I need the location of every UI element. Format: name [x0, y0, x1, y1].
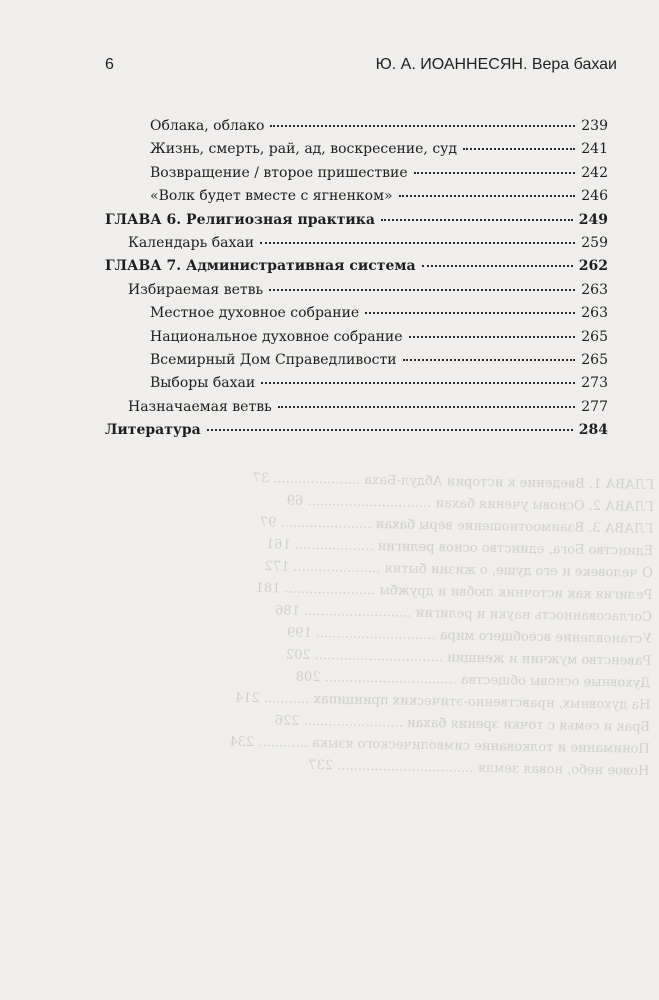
toc-entry-page: 262	[578, 258, 608, 275]
toc-entry-title: «Волк будет вместе с ягненком»	[150, 188, 393, 205]
dot-leader	[403, 359, 576, 361]
dot-leader	[207, 429, 573, 431]
toc-entry-title: Облака, облако	[150, 118, 265, 134]
running-title: Ю. А. ИОАННЕСЯН. Вера бахаи	[375, 56, 617, 73]
toc-entry	[105, 141, 608, 164]
dot-leader	[269, 289, 575, 291]
toc-entry	[105, 282, 608, 305]
toc-entry-page: 241	[581, 141, 608, 158]
toc-entry	[105, 258, 608, 281]
dot-leader	[463, 148, 575, 150]
toc-entry-page: 239	[581, 118, 608, 134]
toc-entry-page: 277	[581, 398, 608, 415]
toc-entry-page: 249	[578, 211, 608, 228]
toc-entry	[105, 165, 608, 188]
toc-entry-page: 284	[578, 422, 608, 439]
toc-entry-page: 265	[581, 351, 608, 368]
table-of-contents	[105, 118, 608, 445]
toc-entry	[105, 329, 608, 352]
toc-entry-title: Национальное духовное собрание	[150, 328, 403, 345]
toc-entry-title: Назначаемая ветвь	[128, 398, 272, 415]
dot-leader	[381, 219, 573, 221]
toc-entry-page: 259	[581, 234, 608, 251]
page-number: 6	[105, 56, 114, 73]
toc-entry	[105, 375, 608, 398]
dot-leader	[399, 195, 576, 197]
toc-entry-title: Календарь бахаи	[128, 234, 255, 251]
toc-entry	[105, 235, 608, 258]
toc-entry-title: Возвращение / второе пришествие	[150, 164, 408, 181]
dot-leader	[365, 312, 575, 314]
toc-entry	[105, 188, 608, 211]
dot-leader	[260, 242, 575, 244]
dot-leader	[278, 406, 576, 408]
toc-entry	[105, 352, 608, 375]
dot-leader	[409, 336, 576, 338]
toc-entry	[105, 399, 608, 422]
toc-entry-title: Литература	[105, 422, 201, 439]
toc-entry-title: Избираемая ветвь	[128, 281, 264, 298]
toc-entry-title: ГЛАВА 6. Религиозная практика	[105, 211, 375, 228]
dot-leader	[261, 382, 575, 384]
toc-entry-page: 263	[581, 281, 608, 298]
toc-entry-title: Всемирный Дом Справедливости	[150, 351, 397, 368]
toc-entry-title: ГЛАВА 7. Административная система	[105, 258, 416, 275]
toc-entry-title: Местное духовное собрание	[150, 305, 360, 322]
toc-entry	[105, 305, 608, 328]
toc-entry-title: Жизнь, смерть, рай, ад, воскресение, суд	[150, 141, 458, 158]
toc-entry-page: 242	[581, 164, 608, 181]
toc-entry	[105, 422, 608, 445]
toc-entry-page: 263	[581, 305, 608, 322]
dot-leader	[270, 125, 575, 127]
page-header	[105, 56, 617, 82]
toc-entry-page: 265	[581, 328, 608, 345]
toc-entry	[105, 118, 608, 141]
toc-entry	[105, 212, 608, 235]
dot-leader	[422, 265, 573, 267]
dot-leader	[414, 172, 576, 174]
bleed-through-texture: ГЛАВА 1. Введение к истории Абдул-Баха ..................... 37 ГЛАВА 2. Основы учения бахаи .............................. 69 ГЛАВА 3. Взаимоотношение веры бахаи ...................... 97 Единство Бога, единство основ религии ................... 161 О человеке и его душе, о жизни бытия ..................... 172 Религия как источник любви и дружбы ...................... 181 Согласованность науки и религии .......................... 186 Установление всеобщего мира ............................. 199 Равенство мужчин и женщин ............................... 202 Духовные основы общества ................................ 208 На духовных, нравственно-этических принципах ........... 214 Брак и семья с точки зрения бахаи ........................ 226 Понимание и толкование символического языка ............ 234 Новое небо, новая земля ................................. 237	[229, 470, 655, 779]
toc-entry-page: 246	[581, 188, 608, 205]
toc-entry-title: Выборы бахаи	[150, 375, 256, 392]
toc-entry-page: 273	[581, 375, 608, 392]
